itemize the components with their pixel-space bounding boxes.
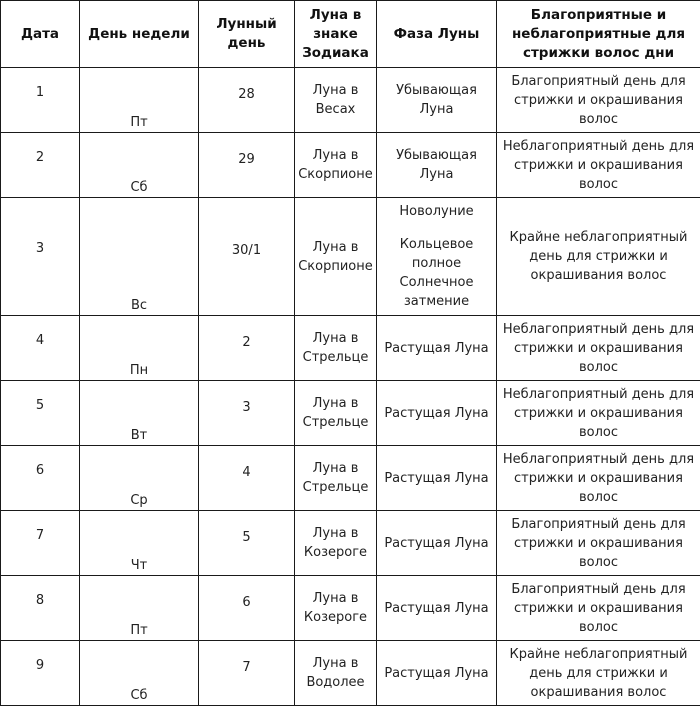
cell-favorable	[497, 511, 700, 576]
weekday-value: Вт	[130, 428, 148, 443]
cell-date	[1, 133, 80, 198]
cell-lunar-day	[199, 511, 295, 576]
cell-weekday	[80, 446, 199, 511]
zodiac-value: Луна в Стрельце	[302, 396, 369, 430]
table-row	[1, 446, 700, 511]
phase-value: Растущая Луна	[384, 600, 489, 616]
cell-weekday	[80, 641, 199, 706]
zodiac-value: Луна в Водолее	[306, 656, 365, 690]
zodiac-value: Луна в Стрельце	[302, 461, 369, 495]
favorable-value: Благоприятный день для стрижки и окрашивания волос	[511, 581, 686, 635]
header-lunar-day: Лунный день	[199, 1, 295, 68]
cell-phase	[377, 511, 497, 576]
phase-value: Растущая Луна	[384, 470, 489, 486]
favorable-value: Неблагоприятный день для стрижки и окрашивания волос	[502, 138, 695, 192]
cell-lunar-day	[199, 576, 295, 641]
weekday-value: Пт	[130, 623, 148, 638]
lunar-day-value: 7	[242, 659, 251, 675]
cell-favorable	[497, 446, 700, 511]
cell-favorable	[497, 641, 700, 706]
phase-value: Убывающая Луна	[396, 148, 477, 182]
header-phase: Фаза Луны	[377, 1, 497, 68]
cell-lunar-day	[199, 133, 295, 198]
cell-zodiac	[295, 316, 377, 381]
table-row	[1, 133, 700, 198]
header-date: Дата	[1, 1, 80, 68]
weekday-value: Пн	[129, 363, 149, 378]
cell-zodiac	[295, 511, 377, 576]
weekday-value: Сб	[130, 688, 148, 703]
cell-favorable	[497, 381, 700, 446]
favorable-value: Неблагоприятный день для стрижки и окрашивания волос	[502, 386, 695, 440]
table-row	[1, 68, 700, 133]
cell-phase	[377, 381, 497, 446]
weekday-value: Вс	[130, 298, 148, 313]
lunar-day-value: 2	[242, 334, 251, 350]
table-row	[1, 641, 700, 706]
cell-phase	[377, 198, 497, 316]
favorable-value: Неблагоприятный день для стрижки и окрашивания волос	[502, 321, 695, 375]
cell-date	[1, 576, 80, 641]
table-row	[1, 198, 700, 316]
header-row	[1, 1, 700, 68]
header-zodiac: Луна в знаке Зодиака	[295, 1, 377, 68]
header-favorable: Благоприятные и неблагоприятные для стрижки волос дни	[497, 1, 700, 68]
weekday-value: Сб	[130, 180, 148, 195]
date-value: 3	[35, 241, 45, 256]
header-weekday: День недели	[80, 1, 199, 68]
date-value: 4	[35, 332, 45, 348]
cell-favorable	[497, 133, 700, 198]
cell-favorable	[497, 198, 700, 316]
favorable-value: Благоприятный день для стрижки и окрашивания волос	[511, 516, 686, 570]
cell-lunar-day	[199, 68, 295, 133]
date-value: 1	[35, 84, 45, 100]
cell-zodiac	[295, 381, 377, 446]
cell-zodiac	[295, 576, 377, 641]
zodiac-value: Луна в Скорпионе	[298, 239, 373, 274]
cell-weekday	[80, 198, 199, 316]
zodiac-value: Луна в Стрельце	[302, 331, 369, 365]
table-row	[1, 316, 700, 381]
weekday-value: Чт	[130, 558, 148, 573]
table-row	[1, 511, 700, 576]
cell-zodiac	[295, 446, 377, 511]
cell-date	[1, 641, 80, 706]
phase-value: Новолуние	[399, 204, 474, 219]
cell-phase	[377, 446, 497, 511]
weekday-value: Ср	[130, 493, 148, 508]
phase-spacer	[379, 221, 494, 235]
lunar-day-value: 5	[242, 529, 251, 545]
cell-lunar-day	[199, 446, 295, 511]
lunar-day-value: 29	[238, 151, 255, 167]
date-value: 9	[35, 657, 45, 673]
favorable-value: Неблагоприятный день для стрижки и окрашивания волос	[502, 451, 695, 505]
table-body	[1, 68, 700, 706]
cell-phase	[377, 576, 497, 641]
cell-phase	[377, 68, 497, 133]
cell-lunar-day	[199, 316, 295, 381]
zodiac-value: Луна в Козероге	[303, 526, 368, 560]
favorable-value: Крайне неблагоприятный день для стрижки и окрашивания волос	[509, 230, 688, 283]
cell-weekday	[80, 68, 199, 133]
date-value: 7	[35, 527, 45, 543]
cell-phase	[377, 316, 497, 381]
cell-date	[1, 316, 80, 381]
cell-zodiac	[295, 198, 377, 316]
favorable-value: Крайне неблагоприятный день для стрижки и окрашивания волос	[509, 646, 688, 700]
cell-lunar-day	[199, 641, 295, 706]
lunar-day-value: 3	[242, 399, 251, 415]
cell-zodiac	[295, 133, 377, 198]
cell-weekday	[80, 381, 199, 446]
zodiac-value: Луна в Весах	[312, 83, 359, 117]
cell-lunar-day	[199, 381, 295, 446]
cell-favorable	[497, 316, 700, 381]
cell-date	[1, 381, 80, 446]
date-value: 8	[35, 592, 45, 608]
table-row	[1, 381, 700, 446]
cell-phase	[377, 641, 497, 706]
phase-value: Растущая Луна	[384, 340, 489, 356]
phase-value: Убывающая Луна	[396, 83, 477, 117]
cell-date	[1, 446, 80, 511]
cell-weekday	[80, 576, 199, 641]
cell-date	[1, 511, 80, 576]
cell-favorable	[497, 576, 700, 641]
cell-date	[1, 198, 80, 316]
cell-phase	[377, 133, 497, 198]
date-value: 2	[35, 149, 45, 165]
phase-value: Растущая Луна	[384, 665, 489, 681]
cell-weekday	[80, 511, 199, 576]
phase-value: Растущая Луна	[384, 405, 489, 421]
cell-weekday	[80, 133, 199, 198]
cell-favorable	[497, 68, 700, 133]
date-value: 5	[35, 397, 45, 413]
date-value: 6	[35, 462, 45, 478]
lunar-day-value: 4	[242, 464, 251, 480]
phase-value: Кольцевое полное Солнечное затмение	[399, 237, 474, 309]
lunar-day-value: 28	[238, 86, 255, 102]
table-row	[1, 576, 700, 641]
weekday-value: Пт	[130, 115, 148, 130]
favorable-value: Благоприятный день для стрижки и окрашивания волос	[511, 73, 686, 127]
lunar-day-value: 30/1	[231, 243, 262, 258]
cell-lunar-day	[199, 198, 295, 316]
cell-weekday	[80, 316, 199, 381]
phase-value: Растущая Луна	[384, 535, 489, 551]
cell-zodiac	[295, 641, 377, 706]
cell-date	[1, 68, 80, 133]
lunar-day-value: 6	[242, 594, 251, 610]
cell-zodiac	[295, 68, 377, 133]
zodiac-value: Луна в Козероге	[303, 591, 368, 625]
zodiac-value: Луна в Скорпионе	[298, 148, 373, 182]
